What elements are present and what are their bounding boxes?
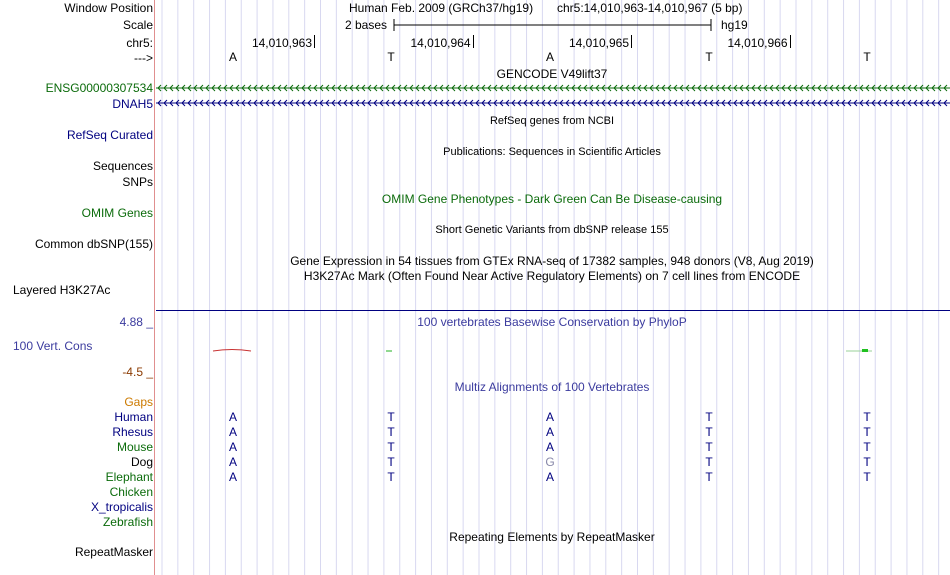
- phylop-negative-mark: [213, 350, 251, 352]
- ruler-tick: [314, 35, 315, 48]
- alignment-base: A: [228, 410, 238, 424]
- label-dbsnp[interactable]: Common dbSNP(155): [34, 237, 153, 251]
- gene-strand-tracks[interactable]: [156, 82, 950, 112]
- repeatmasker-track-title: Repeating Elements by RepeatMasker: [449, 530, 655, 544]
- species-label[interactable]: Zebrafish: [102, 515, 153, 529]
- alignment-base: T: [863, 440, 871, 454]
- ruler-tick-label: 14,010,964: [410, 36, 471, 50]
- alignment-base: T: [863, 425, 871, 439]
- alignment-base: G: [545, 455, 555, 469]
- label-gaps: Gaps: [124, 395, 153, 409]
- alignment-base: A: [228, 455, 238, 469]
- scale-bar: [393, 17, 713, 33]
- label-window-position: Window Position: [64, 1, 153, 15]
- alignment-base: A: [228, 425, 238, 439]
- species-label[interactable]: Chicken: [109, 485, 153, 499]
- scale-db: hg19: [721, 18, 748, 32]
- ruler-tick: [631, 35, 632, 48]
- assembly-title: Human Feb. 2009 (GRCh37/hg19): [349, 1, 534, 15]
- label-ensg[interactable]: ENSG00000307534: [45, 81, 153, 95]
- label-cons-bottom: -4.5 _: [122, 365, 153, 379]
- h3k27ac-track-title: H3K27Ac Mark (Often Found Near Active Regulatory Elements) on 7 cell lines from ENCODE: [303, 269, 801, 283]
- species-label[interactable]: Dog: [130, 455, 153, 469]
- alignment-base: T: [387, 470, 395, 484]
- publications-track-title: Publications: Sequences in Scientific Articles: [443, 146, 661, 158]
- alignment-base: T: [705, 440, 713, 454]
- label-omim[interactable]: OMIM Genes: [81, 206, 153, 220]
- ruler-tick-label: 14,010,963: [251, 36, 312, 50]
- label-strand-arrow: --->: [134, 51, 153, 65]
- alignment-base: T: [705, 470, 713, 484]
- alignment-base: A: [545, 470, 555, 484]
- alignment-base: T: [705, 410, 713, 424]
- phylop-signal[interactable]: [156, 345, 950, 357]
- alignment-base: A: [545, 440, 555, 454]
- species-label[interactable]: X_tropicalis: [90, 500, 153, 514]
- phylop-positive-mark: [862, 349, 868, 352]
- position-readout: chr5:14,010,963-14,010,967 (5 bp): [557, 1, 743, 15]
- phylop-track-title: 100 vertebrates Basewise Conservation by PhyloP: [417, 315, 687, 329]
- alignment-base: A: [545, 425, 555, 439]
- label-dnah5[interactable]: DNAH5: [112, 97, 153, 111]
- label-h3k27ac[interactable]: Layered H3K27Ac: [13, 283, 111, 297]
- ensg-strand-line: [156, 85, 950, 91]
- dnah5-strand-line: [156, 100, 950, 106]
- alignment-base: T: [387, 410, 395, 424]
- ruler-tick-label: 14,010,966: [727, 36, 788, 50]
- alignment-base: T: [387, 425, 395, 439]
- alignment-base: A: [545, 410, 555, 424]
- label-chr: chr5:: [126, 36, 153, 50]
- species-label[interactable]: Elephant: [105, 470, 153, 484]
- label-cons[interactable]: 100 Vert. Cons: [13, 339, 93, 353]
- reference-base: A: [545, 50, 555, 64]
- label-snps[interactable]: SNPs: [122, 175, 153, 189]
- multiz-track-title: Multiz Alignments of 100 Vertebrates: [454, 380, 650, 394]
- alignment-base: A: [228, 440, 238, 454]
- label-cons-top: 4.88 _: [119, 315, 153, 329]
- alignment-base: T: [705, 425, 713, 439]
- omim-track-title: OMIM Gene Phenotypes - Dark Green Can Be Disease-causing: [381, 192, 723, 206]
- h3k27ac-baseline: [156, 310, 950, 311]
- gtex-track-title: Gene Expression in 54 tissues from GTEx RNA-seq of 17382 samples, 948 donors (V8, Aug 2019): [290, 254, 814, 268]
- ruler-tick-label: 14,010,965: [568, 36, 629, 50]
- label-refseq[interactable]: RefSeq Curated: [66, 128, 153, 142]
- alignment-base: T: [863, 470, 871, 484]
- ruler-tick: [473, 35, 474, 48]
- dbsnp-track-title: Short Genetic Variants from dbSNP release 155: [435, 224, 669, 236]
- species-label[interactable]: Human: [114, 410, 153, 424]
- reference-base: T: [387, 50, 395, 64]
- label-scale: Scale: [122, 18, 153, 32]
- alignment-base: T: [863, 455, 871, 469]
- alignment-base: T: [387, 440, 395, 454]
- alignment-base: T: [863, 410, 871, 424]
- label-divider: [154, 0, 155, 575]
- reference-base: A: [228, 50, 238, 64]
- species-label[interactable]: Mouse: [116, 440, 153, 454]
- scale-bases: 2 bases: [345, 18, 388, 32]
- gencode-track-title: GENCODE V49lift37: [496, 67, 608, 81]
- species-label[interactable]: Rhesus: [112, 425, 153, 439]
- alignment-base: T: [705, 455, 713, 469]
- alignment-base: A: [228, 470, 238, 484]
- label-repeatmasker[interactable]: RepeatMasker: [74, 545, 153, 559]
- ruler-tick: [790, 35, 791, 48]
- alignment-base: T: [387, 455, 395, 469]
- label-sequences[interactable]: Sequences: [92, 159, 153, 173]
- reference-base: T: [705, 50, 713, 64]
- reference-base: T: [863, 50, 871, 64]
- refseq-track-title: RefSeq genes from NCBI: [489, 115, 615, 127]
